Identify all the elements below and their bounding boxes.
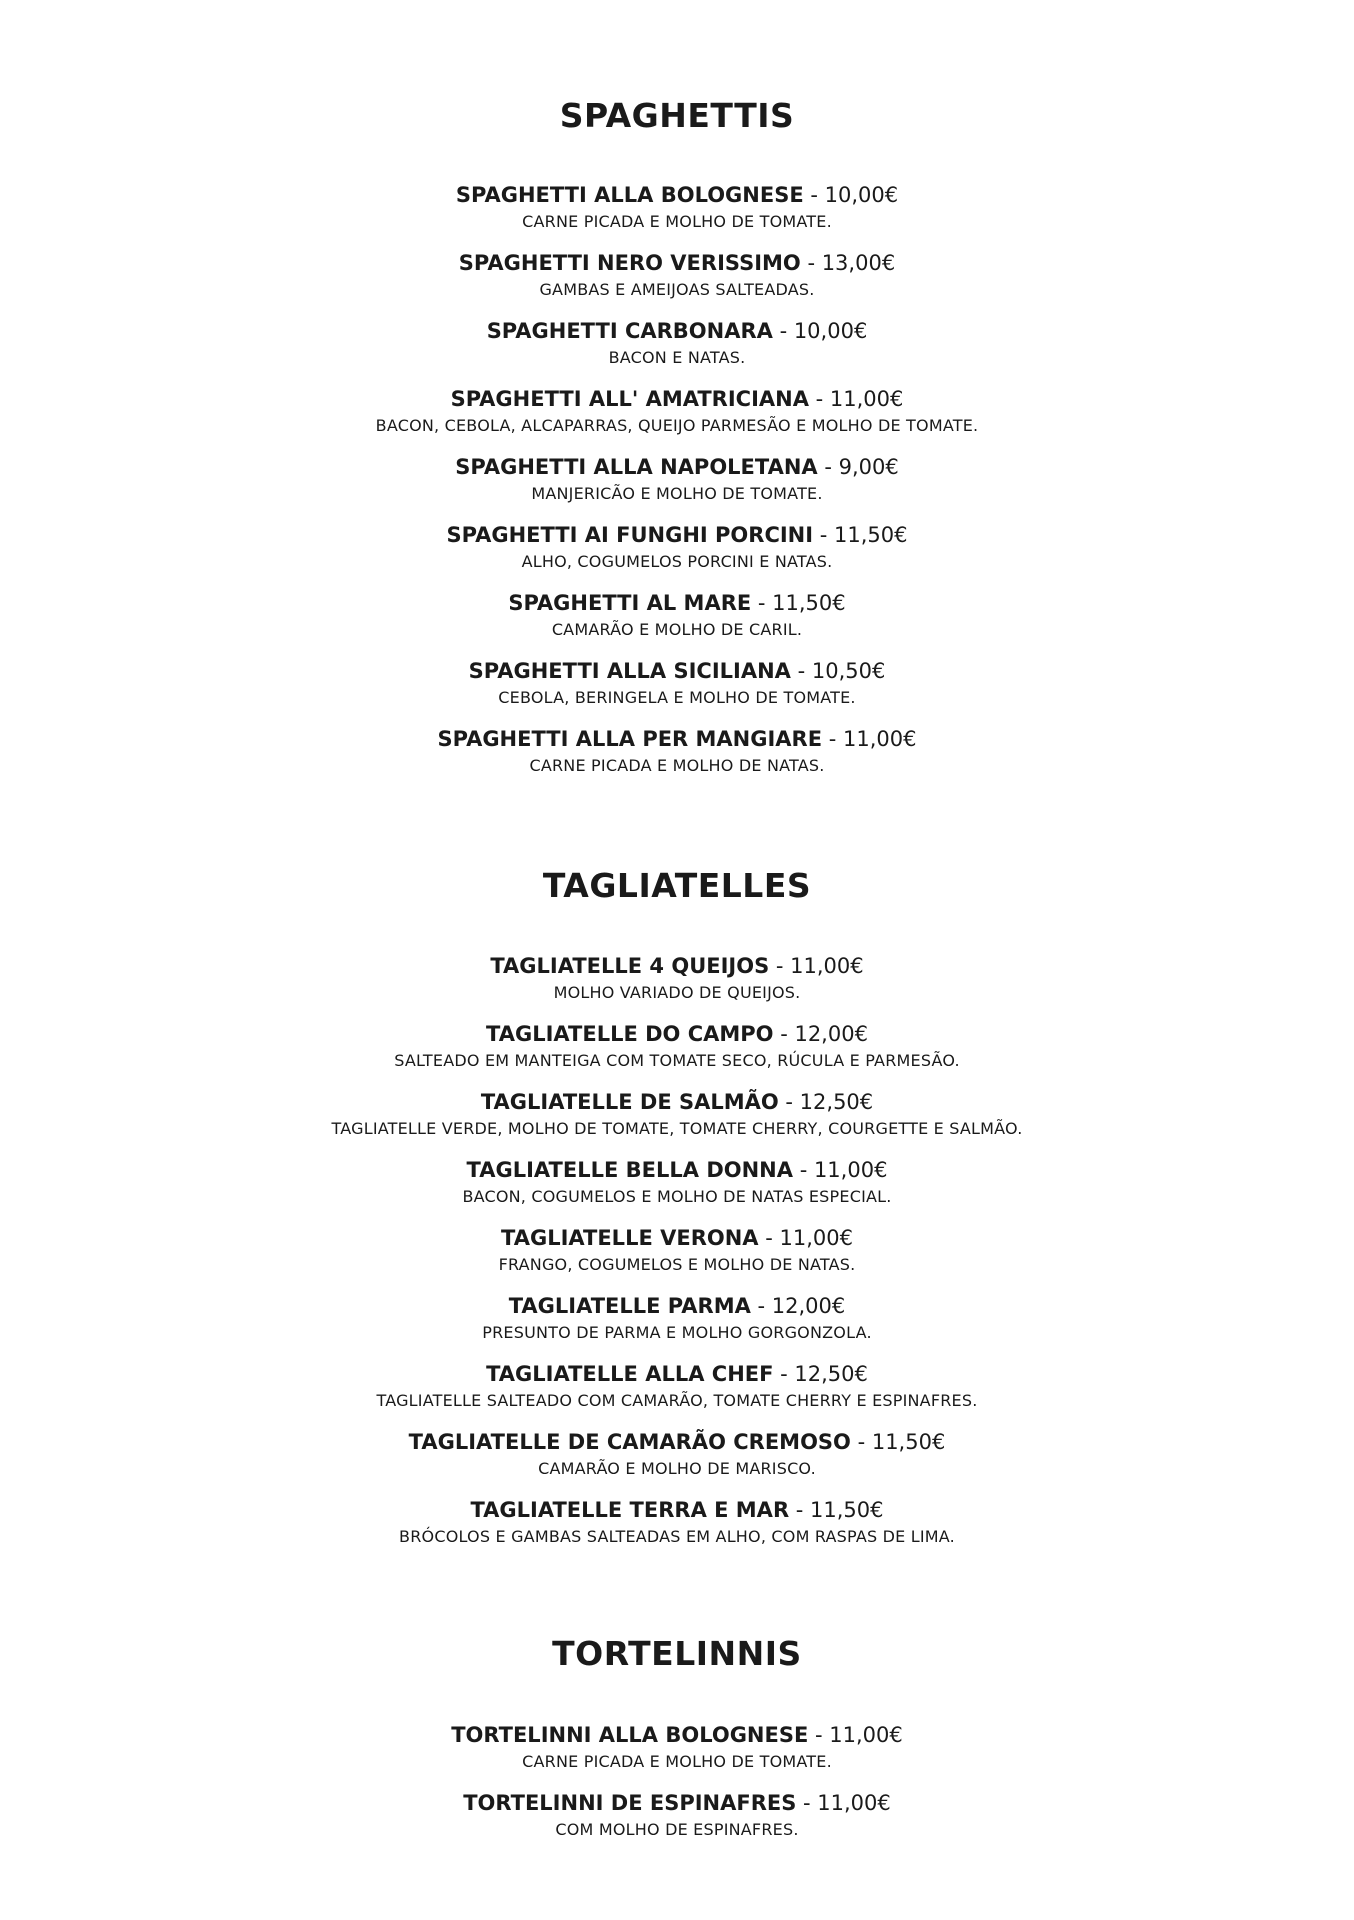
menu-item-description: MOLHO VARIADO DE QUEIJOS. [553,983,801,1002]
section-title: SPAGHETTIS [559,96,795,135]
menu-item-line [0,1495,1354,1525]
section-title: TAGLIATELLES [542,866,812,905]
menu-item-line [0,248,1354,278]
menu-item-description: FRANGO, COGUMELOS E MOLHO DE NATAS. [498,1255,856,1274]
menu-item-price: - 11,50€ [789,1498,884,1522]
menu-item-price: - 10,00€ [803,183,899,207]
menu-item-name: SPAGHETTI AI FUNGHI PORCINI [446,523,814,547]
menu-item-line [0,1788,1354,1818]
menu-item-line [0,1291,1354,1321]
menu-item-price: - 11,00€ [822,727,917,751]
menu-item-price: - 13,00€ [800,251,896,275]
menu-item-name: TAGLIATELLE DE SALMÃO [480,1090,779,1114]
menu-item-line [0,180,1354,210]
menu-item [0,248,1354,316]
menu-item [0,724,1354,792]
menu-item-price: - 11,50€ [751,591,846,615]
menu-item-price: - 11,00€ [758,1226,853,1250]
menu-item-price: - 11,00€ [796,1791,891,1815]
section-tortelinnis [0,1634,1354,1856]
menu-item-name: TAGLIATELLE 4 QUEIJOS [490,954,770,978]
menu-item-price: - 10,50€ [790,659,886,683]
menu-item-price: - 11,00€ [808,1723,903,1747]
menu-item [0,1155,1354,1223]
menu-item [0,1087,1354,1155]
menu-item-name: TAGLIATELLE DE CAMARÃO CREMOSO [408,1430,851,1454]
menu-item-name: SPAGHETTI ALLA PER MANGIARE [437,727,823,751]
menu-item [0,180,1354,248]
menu-item-name: TAGLIATELLE ALLA CHEF [486,1362,774,1386]
menu-item-line [0,1720,1354,1750]
menu-item-name: SPAGHETTI CARBONARA [486,319,773,343]
menu-item-price: - 11,00€ [793,1158,888,1182]
section-tagliatelles [0,866,1354,1563]
menu-item-line [0,520,1354,550]
menu-item-description: BRÓCOLOS E GAMBAS SALTEADAS EM ALHO, COM RASPAS DE LIMA. [399,1527,955,1546]
menu-item-price: - 12,50€ [778,1090,874,1114]
menu-item-list [0,180,1354,792]
menu-item-name: TAGLIATELLE DO CAMPO [486,1022,774,1046]
menu-item-line [0,951,1354,981]
menu-item-description: PRESUNTO DE PARMA E MOLHO GORGONZOLA. [482,1323,872,1342]
menu-item-line [0,452,1354,482]
menu-item-description: CARNE PICADA E MOLHO DE TOMATE. [522,1752,832,1771]
menu-item-description: BACON E NATAS. [608,348,746,367]
menu-item-description: BACON, CEBOLA, ALCAPARRAS, QUEIJO PARMESÃO E MOLHO DE TOMATE. [375,416,979,435]
menu-item-description: CARNE PICADA E MOLHO DE TOMATE. [522,212,832,231]
menu-item-name: SPAGHETTI NERO VERISSIMO [458,251,801,275]
menu-item-name: TAGLIATELLE TERRA E MAR [470,1498,790,1522]
menu-item-line [0,588,1354,618]
menu-item-price: - 11,50€ [813,523,908,547]
menu-item-price: - 12,00€ [773,1022,868,1046]
menu-item-price: - 10,00€ [772,319,868,343]
menu-item-description: MANJERICÃO E MOLHO DE TOMATE. [531,484,823,503]
menu-item-name: SPAGHETTI ALL' AMATRICIANA [450,387,809,411]
menu-item [0,452,1354,520]
menu-item-name: TORTELINNI ALLA BOLOGNESE [451,1723,809,1747]
menu-item-price: - 11,00€ [808,387,904,411]
menu-item-description: CARNE PICADA E MOLHO DE NATAS. [529,756,825,775]
section-spaghettis [0,96,1354,792]
menu-item [0,520,1354,588]
menu-item-line [0,384,1354,414]
menu-item [0,1223,1354,1291]
menu-item-name: SPAGHETTI AL MARE [508,591,752,615]
menu-item [0,1359,1354,1427]
menu-item-line [0,724,1354,754]
menu-item [0,1291,1354,1359]
menu-item-line [0,1087,1354,1117]
menu-item [0,1495,1354,1563]
menu-item-name: SPAGHETTI ALLA SICILIANA [468,659,791,683]
menu-item [0,1019,1354,1087]
menu-item-line [0,656,1354,686]
menu-item-line [0,1019,1354,1049]
menu-item-description: SALTEADO EM MANTEIGA COM TOMATE SECO, RÚCULA E PARMESÃO. [394,1051,960,1070]
menu-item [0,384,1354,452]
menu-item-description: CAMARÃO E MOLHO DE MARISCO. [538,1459,816,1478]
menu-item-price: - 12,00€ [750,1294,846,1318]
menu-item [0,1788,1354,1856]
menu-item [0,588,1354,656]
menu-item-list [0,951,1354,1563]
menu-item-description: CAMARÃO E MOLHO DE CARIL. [551,620,803,639]
menu-item-description: COM MOLHO DE ESPINAFRES. [555,1820,799,1839]
menu-item-name: TAGLIATELLE VERONA [501,1226,759,1250]
menu-item-description: BACON, COGUMELOS E MOLHO DE NATAS ESPECIAL. [462,1187,892,1206]
menu-item-line [0,1223,1354,1253]
menu-item-description: TAGLIATELLE SALTEADO COM CAMARÃO, TOMATE CHERRY E ESPINAFRES. [376,1391,978,1410]
menu-item-name: TAGLIATELLE BELLA DONNA [466,1158,794,1182]
menu-item-name: SPAGHETTI ALLA BOLOGNESE [455,183,804,207]
menu-item-name: TAGLIATELLE PARMA [508,1294,751,1318]
menu-item-price: - 12,50€ [773,1362,868,1386]
menu-item-name: SPAGHETTI ALLA NAPOLETANA [455,455,818,479]
menu-item-name: TORTELINNI DE ESPINAFRES [463,1791,797,1815]
section-title: TORTELINNIS [552,1634,802,1673]
menu-item-description: GAMBAS E AMEIJOAS SALTEADAS. [539,280,815,299]
menu-item-line [0,1427,1354,1457]
menu-item [0,316,1354,384]
menu-item-description: CEBOLA, BERINGELA E MOLHO DE TOMATE. [498,688,856,707]
menu-item-price: - 11,00€ [769,954,864,978]
menu-item [0,951,1354,1019]
menu-item-description: TAGLIATELLE VERDE, MOLHO DE TOMATE, TOMATE CHERRY, COURGETTE E SALMÃO. [331,1119,1023,1138]
menu-item-description: ALHO, COGUMELOS PORCINI E NATAS. [521,552,833,571]
menu-item-list [0,1720,1354,1856]
menu-item [0,656,1354,724]
menu-item-price: - 9,00€ [817,455,899,479]
menu-item-price: - 11,50€ [850,1430,946,1454]
menu-item-line [0,1359,1354,1389]
menu-item [0,1720,1354,1788]
menu-item [0,1427,1354,1495]
menu-item-line [0,316,1354,346]
menu-item-line [0,1155,1354,1185]
